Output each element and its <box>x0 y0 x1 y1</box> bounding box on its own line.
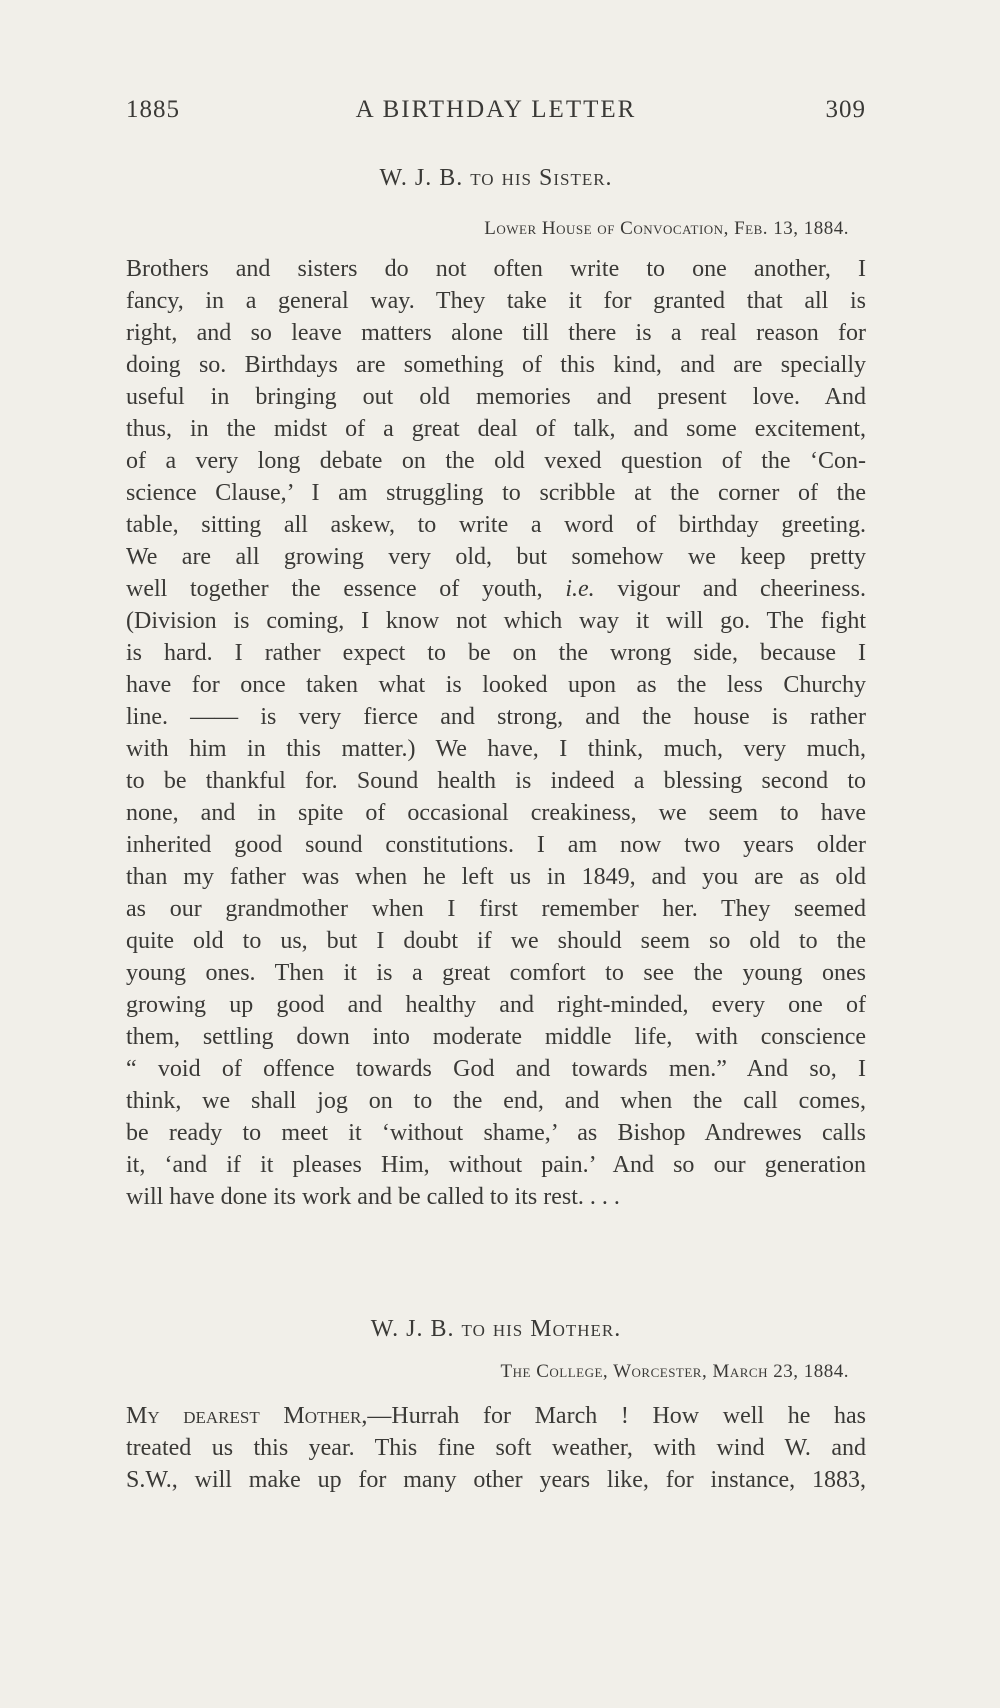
letter1-line: inherited good sound constitutions. I am now two years older <box>126 832 866 858</box>
letter1-line: thus, in the midst of a great deal of talk, and some excitement, <box>126 416 866 442</box>
letter1-line: as our grandmother when I first remember her. They seemed <box>126 896 866 922</box>
letter1-line: table, sitting all askew, to write a word of birthday greeting. <box>126 512 866 538</box>
letter1-line: line. —— is very fierce and strong, and the house is rather <box>126 704 866 730</box>
letter2-body <box>126 1400 866 1496</box>
salutation: My dearest Mother, <box>126 1403 368 1429</box>
letter1-line: them, settling down into moderate middle life, with conscience <box>126 1024 866 1050</box>
letter1-line-youth <box>126 573 866 605</box>
letter1-line: doing so. Birthdays are something of this kind, and are specially <box>126 352 866 378</box>
letter1-line: than my father was when he left us in 1849, and you are as old <box>126 864 866 890</box>
letter1-line: with him in this matter.) We have, I think, much, very much, <box>126 736 866 762</box>
running-head-year: 1885 <box>126 96 180 123</box>
letter2-line: treated us this year. This fine soft weather, with wind W. and <box>126 1435 866 1461</box>
letter1-line: We are all growing very old, but somehow we keep pretty <box>126 544 866 570</box>
letter2-heading-prefix: W. J. B. <box>370 1316 455 1342</box>
letter1-line: will have done its work and be called to its rest. . . . <box>126 1184 620 1210</box>
letter1-line: fancy, in a general way. They take it for granted that all is <box>126 288 866 314</box>
letter1-line: (Division is coming, I know not which way it will go. The fight <box>126 608 866 634</box>
letter2-line-first <box>126 1400 866 1432</box>
page-number: 309 <box>825 96 866 123</box>
letter1-heading <box>126 165 866 192</box>
ie-abbreviation: i.e. <box>565 576 595 602</box>
letter1-heading-to: to his <box>470 165 532 191</box>
letter2-line-first-text: —Hurrah for March ! How well he has <box>367 1403 866 1429</box>
letter1-line: right, and so leave matters alone till there is a real reason for <box>126 320 866 346</box>
letter1-line: is hard. I rather expect to be on the wrong side, because I <box>126 640 866 666</box>
letter1-line: have for once taken what is looked upon as the less Churchy <box>126 672 866 698</box>
letter2-heading-to: to his <box>461 1316 524 1342</box>
letter1-line: of a very long debate on the old vexed question of the ‘Con- <box>126 448 866 474</box>
letter1-dateline: Lower House of Convocation, Feb. 13, 1884. <box>484 218 849 239</box>
letter1-line: to be thankful for. Sound health is indeed a blessing second to <box>126 768 866 794</box>
letter1-line: Brothers and sisters do not often write to one another, I <box>126 256 866 282</box>
letter2-dateline: The College, Worcester, March 23, 1884. <box>500 1361 849 1382</box>
letter2-heading <box>126 1316 866 1343</box>
letter1-line: think, we shall jog on to the end, and when the call comes, <box>126 1088 866 1114</box>
letter1-line: young ones. Then it is a great comfort to see the young ones <box>126 960 866 986</box>
letter1-line-youth-b: vigour and cheeriness. <box>617 576 866 602</box>
letter1-line: growing up good and healthy and right-minded, every one of <box>126 992 866 1018</box>
letter1-heading-recipient: Sister. <box>538 165 613 191</box>
letter1-line: it, ‘and if it pleases Him, without pain.’ And so our generation <box>126 1152 866 1178</box>
letter1-line-youth-a: well together the essence of youth, <box>126 576 543 602</box>
letter1-heading-prefix: W. J. B. <box>379 165 464 191</box>
letter2-heading-recipient: Mother. <box>530 1316 622 1342</box>
letter1-body <box>126 253 866 1213</box>
letter1-line: “ void of offence towards God and towards men.” And so, I <box>126 1056 866 1082</box>
letter1-line: useful in bringing out old memories and present love. And <box>126 384 866 410</box>
letter1-line: be ready to meet it ‘without shame,’ as Bishop Andrewes calls <box>126 1120 866 1146</box>
running-head <box>126 96 866 136</box>
letter2-line: S.W., will make up for many other years like, for instance, 1883, <box>126 1467 866 1493</box>
letter1-line: none, and in spite of occasional creakiness, we seem to have <box>126 800 866 826</box>
letter1-line: quite old to us, but I doubt if we should seem so old to the <box>126 928 866 954</box>
running-head-title: A BIRTHDAY LETTER <box>355 96 637 123</box>
letter1-line: science Clause,’ I am struggling to scribble at the corner of the <box>126 480 866 506</box>
